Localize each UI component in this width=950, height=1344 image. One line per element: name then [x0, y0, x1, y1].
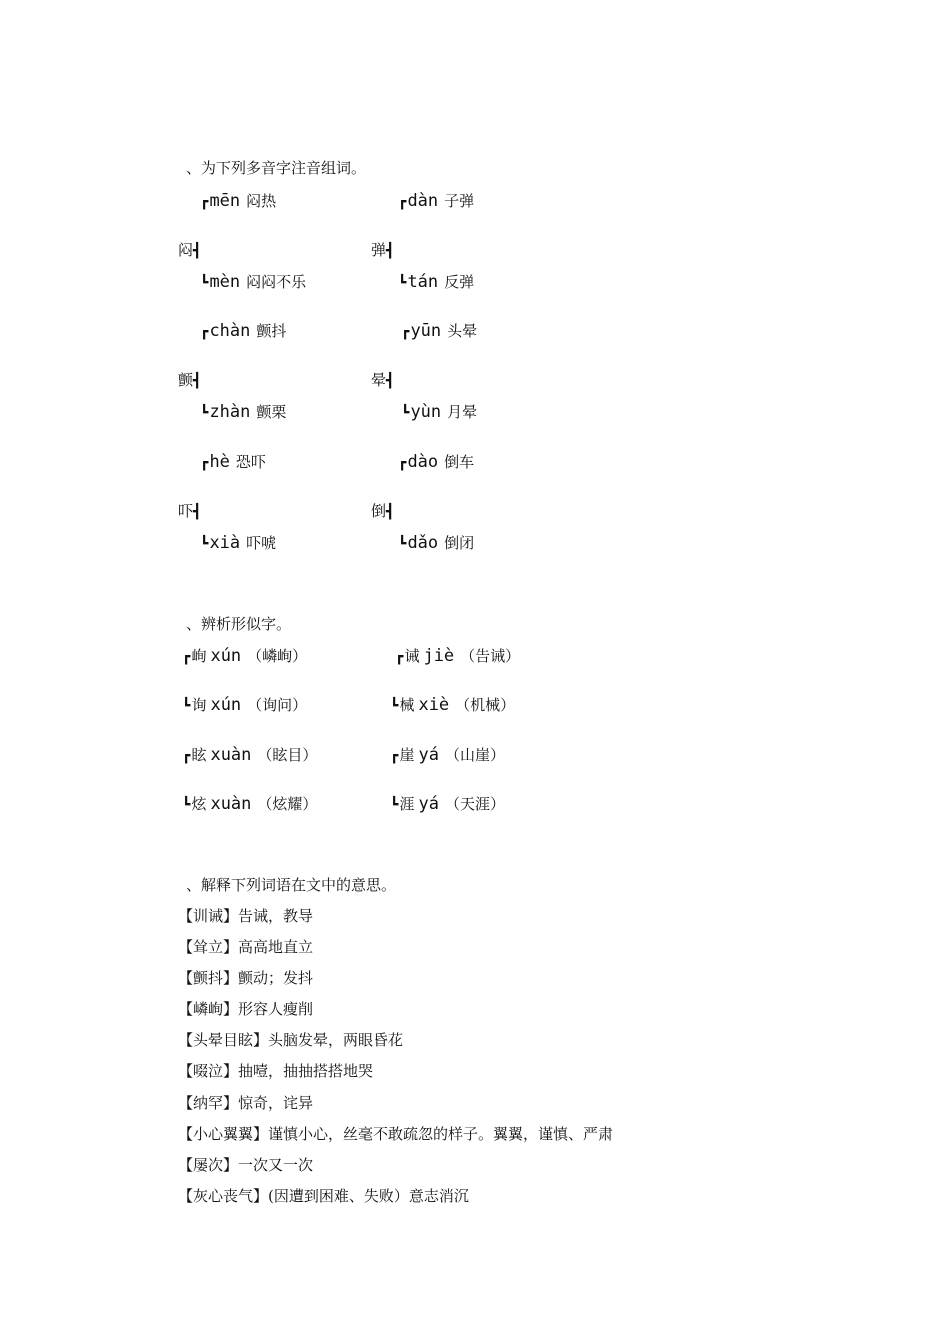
- pinyin: yūn: [410, 321, 442, 341]
- brace-bottom-mark: ┗: [398, 275, 407, 291]
- pinyin: dào: [407, 452, 439, 472]
- similar-char-entry: [182, 694, 307, 715]
- similar-char-entry: [395, 645, 520, 666]
- definition-item: 【训诫】告诫，教导: [178, 907, 314, 925]
- section3-heading: 、解释下列词语在文中的意思。: [186, 876, 397, 894]
- word: 倒车: [444, 453, 475, 471]
- pinyin: zhàn: [209, 402, 251, 422]
- pinyin-entry-top: [401, 320, 477, 341]
- pinyin: xià: [209, 533, 241, 553]
- pinyin: yùn: [410, 402, 442, 422]
- brace-top-mark: ┏: [182, 748, 191, 764]
- pinyin: xuàn: [210, 745, 252, 765]
- definition-item: 【头晕目眩】头脑发晕，两眼昏花: [178, 1031, 404, 1049]
- brace-top-mark: ┏: [200, 194, 209, 210]
- brace-bottom-mark: ┗: [200, 405, 209, 421]
- pinyin: tán: [407, 272, 439, 292]
- polyphone-char: 闷 ┫: [178, 241, 202, 259]
- word: （天涯）: [444, 795, 505, 813]
- definition-item: 【嶙峋】形容人瘦削: [178, 1000, 314, 1018]
- similar-char-entry: [182, 744, 317, 765]
- similar-char-entry: [182, 793, 317, 814]
- brace-bottom-mark: ┗: [390, 797, 399, 813]
- word: （告诫）: [460, 647, 521, 665]
- pinyin: hè: [209, 452, 230, 472]
- pinyin-entry-bottom: [200, 401, 286, 422]
- pinyin: mèn: [209, 272, 241, 292]
- word: （询问）: [247, 696, 308, 714]
- word: （机械）: [455, 696, 516, 714]
- pinyin-entry-top: [200, 451, 266, 472]
- pinyin-entry-top: [398, 190, 474, 211]
- pinyin-entry-bottom: [200, 532, 276, 553]
- word: （嶙峋）: [247, 647, 308, 665]
- definition-item: 【啜泣】抽噎，抽抽搭搭地哭: [178, 1062, 374, 1080]
- word: （山崖）: [444, 746, 505, 764]
- word: 闷热: [246, 192, 277, 210]
- pinyin-entry-bottom: [200, 271, 306, 292]
- word: 颤栗: [256, 403, 287, 421]
- pinyin: xún: [210, 695, 242, 715]
- word: 月晕: [447, 403, 478, 421]
- brace-top-mark: ┏: [200, 324, 209, 340]
- polyphone-char: 颤 ┫: [178, 371, 202, 389]
- char: 询: [191, 696, 207, 714]
- pinyin: xún: [210, 646, 242, 666]
- brace-mid-mark: ┫: [193, 243, 202, 259]
- pinyin-entry-top: [200, 190, 276, 211]
- brace-top-mark: ┏: [390, 748, 399, 764]
- brace-bottom-mark: ┗: [401, 405, 410, 421]
- polyphone-char: 晕 ┫: [371, 371, 395, 389]
- pinyin: dǎo: [407, 533, 439, 553]
- brace-top-mark: ┏: [182, 649, 191, 665]
- brace-mid-mark: ┫: [193, 373, 202, 389]
- brace-mid-mark: ┫: [193, 504, 202, 520]
- definition-item: 【屡次】一次又一次: [178, 1156, 314, 1174]
- definition-item: 【耸立】高高地直立: [178, 938, 314, 956]
- char: 涯: [399, 795, 415, 813]
- brace-mid-mark: ┫: [386, 373, 395, 389]
- word: （眩目）: [257, 746, 318, 764]
- polyphone-char: 弹 ┫: [371, 241, 395, 259]
- word: 反弹: [444, 273, 475, 291]
- brace-bottom-mark: ┗: [182, 797, 191, 813]
- similar-char-entry: [390, 694, 515, 715]
- pinyin-entry-top: [200, 320, 286, 341]
- pinyin-entry-bottom: [398, 271, 474, 292]
- brace-top-mark: ┏: [401, 324, 410, 340]
- brace-bottom-mark: ┗: [200, 536, 209, 552]
- char: 眩: [191, 746, 207, 764]
- word: 闷闷不乐: [246, 273, 307, 291]
- char: 诫: [404, 647, 420, 665]
- brace-bottom-mark: ┗: [182, 698, 191, 714]
- pinyin: mēn: [209, 191, 241, 211]
- pinyin: dàn: [407, 191, 439, 211]
- pinyin: xuàn: [210, 794, 252, 814]
- pinyin: xiè: [418, 695, 450, 715]
- similar-char-entry: [390, 793, 505, 814]
- definition-item: 【小心翼翼】谨慎小心，丝毫不敢疏忽的样子。翼翼，谨慎、严肃: [178, 1125, 614, 1143]
- brace-bottom-mark: ┗: [200, 275, 209, 291]
- similar-char-entry: [390, 744, 505, 765]
- pinyin: chàn: [209, 321, 251, 341]
- char: 崖: [399, 746, 415, 764]
- brace-top-mark: ┏: [398, 194, 407, 210]
- definition-item: 【纳罕】惊奇，诧异: [178, 1094, 314, 1112]
- word: 倒闭: [444, 534, 475, 552]
- word: 吓唬: [246, 534, 277, 552]
- char: 炫: [191, 795, 207, 813]
- definition-item: 【颤抖】颤动；发抖: [178, 969, 314, 987]
- brace-mid-mark: ┫: [386, 504, 395, 520]
- polyphone-char: 倒 ┫: [371, 502, 395, 520]
- word: 子弹: [444, 192, 475, 210]
- brace-bottom-mark: ┗: [390, 698, 399, 714]
- similar-char-entry: [182, 645, 307, 666]
- brace-top-mark: ┏: [398, 455, 407, 471]
- pinyin: yá: [418, 745, 439, 765]
- char: 峋: [191, 647, 207, 665]
- pinyin-entry-top: [398, 451, 474, 472]
- word: 颤抖: [256, 322, 287, 340]
- pinyin-entry-bottom: [401, 401, 477, 422]
- section1-heading: 、为下列多音字注音组词。: [186, 159, 367, 177]
- definition-item: 【灰心丧气】(因遭到困难、失败）意志消沉: [178, 1187, 469, 1205]
- polyphone-char: 吓 ┫: [178, 502, 202, 520]
- brace-bottom-mark: ┗: [398, 536, 407, 552]
- brace-top-mark: ┏: [395, 649, 404, 665]
- word: 头晕: [447, 322, 478, 340]
- word: 恐吓: [235, 453, 266, 471]
- section2-heading: 、辨析形似字。: [186, 615, 292, 633]
- word: （炫耀）: [257, 795, 318, 813]
- pinyin: jiè: [423, 646, 455, 666]
- char: 械: [399, 696, 415, 714]
- pinyin-entry-bottom: [398, 532, 474, 553]
- pinyin: yá: [418, 794, 439, 814]
- brace-top-mark: ┏: [200, 455, 209, 471]
- brace-mid-mark: ┫: [386, 243, 395, 259]
